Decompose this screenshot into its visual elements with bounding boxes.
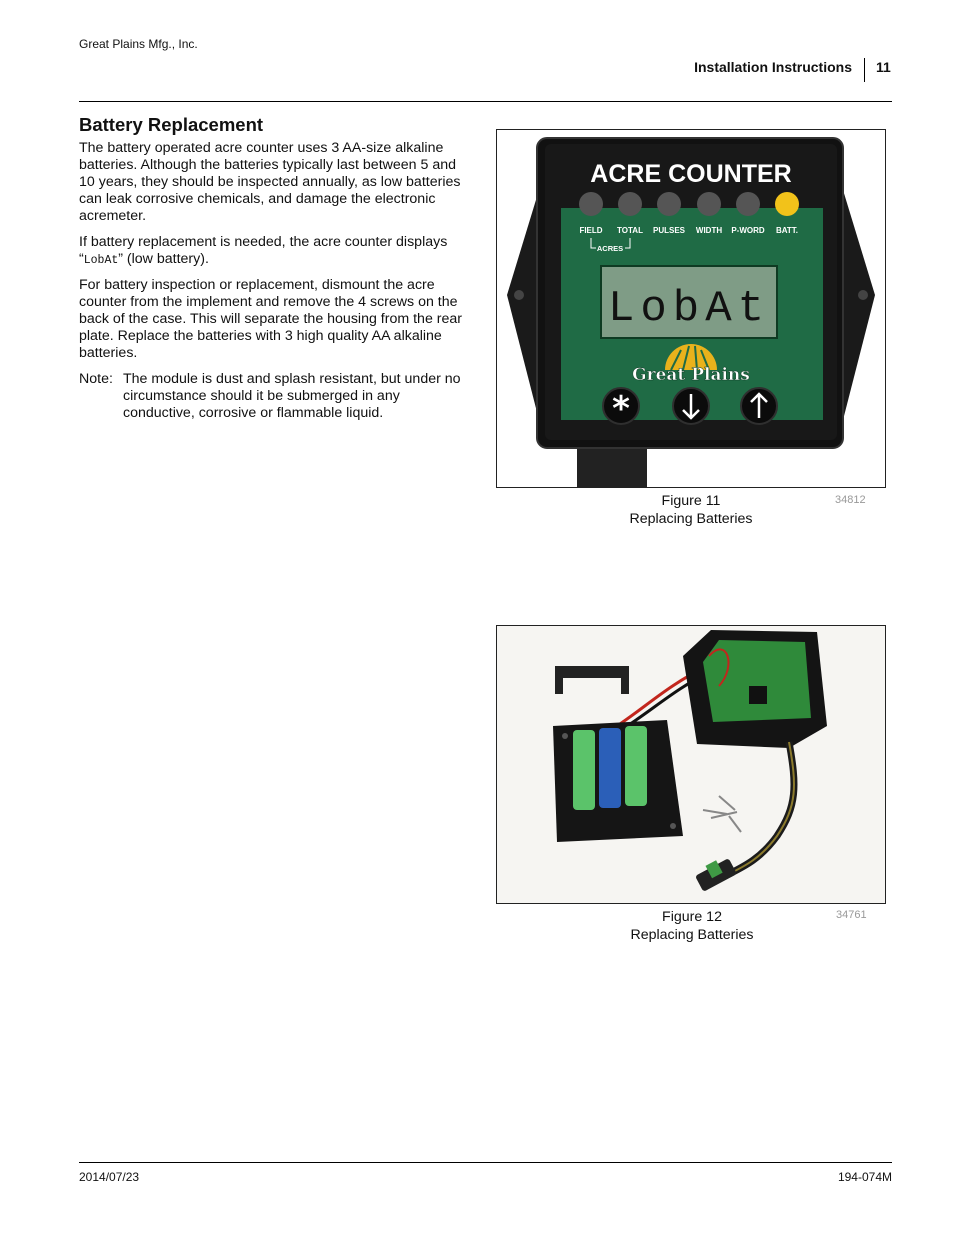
footer-doc-number: 194-074M (837, 1170, 892, 1184)
page-number: 11 (876, 59, 891, 75)
company-name: Great Plains Mfg., Inc. (79, 37, 198, 51)
battery-1 (573, 730, 595, 810)
footer-rule (79, 1162, 892, 1163)
indicator-pword-light (736, 192, 760, 216)
figure-12-image (496, 625, 886, 904)
indicator-label-width: WIDTH (695, 226, 723, 235)
figure-11-number: Figure 11 (661, 493, 721, 509)
indicator-width-light (697, 192, 721, 216)
low-battery-text-after: ” (low battery). (118, 251, 209, 267)
figure-12-code: 34761 (836, 909, 867, 921)
screws (703, 796, 741, 832)
figure-11-title: Replacing Batteries (629, 511, 753, 527)
section-heading: Battery Replacement (79, 114, 264, 135)
note-label: Note: (79, 371, 113, 387)
indicator-pulses-light (657, 192, 681, 216)
indicator-batt-light (775, 192, 799, 216)
low-battery-text-before: If battery replacement is needed, the acre counter displays “ (79, 234, 448, 267)
logo-text: Great Plains (632, 365, 750, 385)
lcd-text: LobAt (607, 284, 771, 334)
page-number-divider (864, 58, 865, 82)
asterisk-icon: * (612, 389, 630, 429)
figure-12-title: Replacing Batteries (630, 927, 754, 943)
device-title: ACRE COUNTER (590, 160, 792, 188)
battery-2 (599, 728, 621, 808)
bracket-clip (555, 666, 629, 694)
indicator-label-field: FIELD (579, 226, 603, 235)
battery-3 (625, 726, 647, 806)
paragraph-inspection: For battery inspection or replacement, dismount the acre counter from the implement and remove the 4 screws on the back of the case. This will separate the housing from the rear plate. Replace the batteries with 3 high quality AA alkaline batteries. (79, 277, 462, 361)
acre-counter-illustration (497, 130, 885, 487)
up-button (741, 388, 777, 424)
figure-12-number: Figure 12 (662, 909, 722, 925)
indicator-field-light (579, 192, 603, 216)
circuit-board (703, 640, 811, 722)
battery-housing-photo (497, 626, 885, 903)
note (79, 371, 473, 422)
indicator-label-total: TOTAL (617, 226, 643, 235)
indicator-label-batt: BATT. (775, 226, 799, 235)
lobat-code: LobAt (83, 254, 119, 267)
figure-11-caption (571, 492, 811, 528)
header-rule (79, 101, 892, 102)
battery-tray (553, 720, 683, 842)
down-button (673, 388, 709, 424)
note-text: The module is dust and splash resistant, but under no circumstance should it be submerged in any conductive, corrosive or flammable liquid. (123, 371, 461, 421)
figure-12-caption (572, 908, 812, 944)
section-title: Installation Instructions (694, 59, 852, 75)
acres-label: ACRES (596, 244, 624, 253)
paragraph-battery-type: The battery operated acre counter uses 3 AA-size alkaline batteries. Although the batteries typically last between 5 and 10 years, they should be inspected annually, as low batteries can leak corrosive chemicals, and damage the electronic acremeter. (79, 140, 461, 224)
footer-date: 2014/07/23 (79, 1170, 140, 1184)
circuit-housing (683, 630, 827, 748)
indicator-label-pword: P-WORD (731, 226, 765, 235)
paragraph-low-battery (79, 234, 473, 269)
indicator-label-pulses: PULSES (652, 226, 686, 235)
figure-11-image (496, 129, 886, 488)
figure-11-code: 34812 (835, 494, 866, 506)
indicator-total-light (618, 192, 642, 216)
